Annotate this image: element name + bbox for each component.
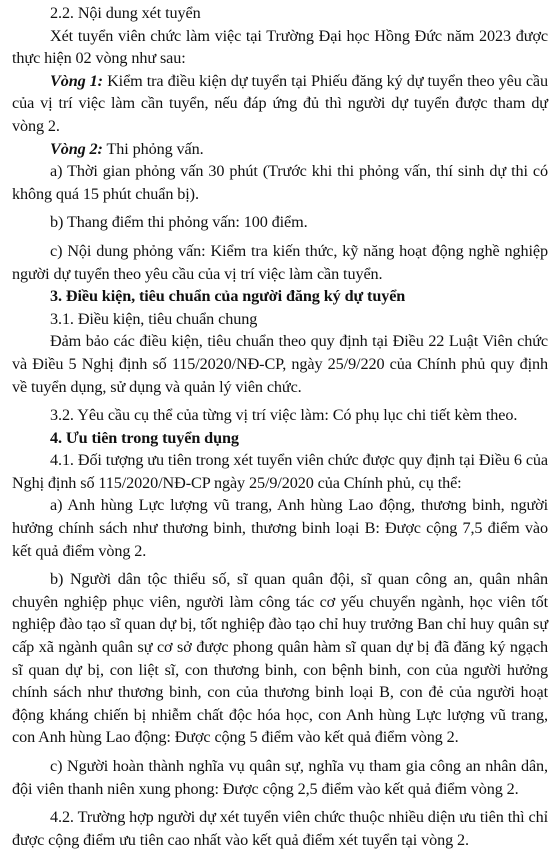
section-2-2-heading: 2.2. Nội dung xét tuyển bbox=[50, 4, 201, 22]
section-4-heading: 4. Ưu tiên trong tuyển dụng bbox=[50, 428, 239, 447]
item-b: b) Thang điểm thi phỏng vấn: 100 điểm. bbox=[50, 213, 308, 232]
section-3-1-text: Đảm bảo các điều kiện, tiêu chuẩn theo quy định tại Điều 22 Luật Viên chức và Điều 5 Nghị định số 115/2020/NĐ-CP, ngày 25/9/220 của Chính phủ quy định về tuyển dụng, sử dụng và quản lý viên chức. bbox=[12, 332, 548, 396]
intro-paragraph: Xét tuyển viên chức làm việc tại Trường Đại học Hồng Đức năm 2023 được thực hiện 02 vòng như sau: bbox=[12, 26, 548, 68]
section-3-2-text: 3.2. Yêu cầu cụ thể của từng vị trí việc làm: Có phụ lục chi tiết kèm theo. bbox=[50, 406, 518, 425]
section-4-2-text: 4.2. Trường hợp người dự xét tuyển viên chức thuộc nhiều diện ưu tiên thì chỉ được cộng điểm ưu tiên cao nhất vào kết quả điểm xét tuyển tại vòng 2. bbox=[12, 808, 548, 849]
section-3-heading: 3. Điều kiện, tiêu chuẩn của người đăng ký dự tuyển bbox=[50, 287, 406, 306]
round-2-text: Thi phỏng vấn. bbox=[102, 139, 204, 158]
round-2-label: Vòng 2: bbox=[50, 139, 103, 158]
round-1-label: Vòng 1: bbox=[50, 71, 103, 90]
section-3-1-heading: 3.1. Điều kiện, tiêu chuẩn chung bbox=[50, 309, 258, 328]
item-c: c) Nội dung phỏng vấn: Kiểm tra kiến thức, kỹ năng hoạt động nghề nghiệp người dự tuyển theo yêu cầu của vị trí việc làm cần tuyển. bbox=[12, 241, 548, 283]
round-2-paragraph bbox=[12, 138, 548, 161]
section-4-1-b: b) Người dân tộc thiểu số, sĩ quan quân đội, sĩ quan công an, quân nhân chuyên nghiệp phục viên, người làm công tác cơ yếu chuyển ngành, học viên tốt nghiệp đào tạo sĩ quan dự bị, tốt nghiệp đào tạo chỉ huy trưởng Ban chỉ huy quân sự cấp xã ngành quân sự cơ sở được phong quân hàm sĩ quan dự bị đã đăng ký ngạch sĩ quan dự bị, con liệt sĩ, con thương binh, con bệnh binh, con của người hưởng chính sách như thương binh, con của thương binh loại B, con đẻ của người hoạt động kháng chiến bị nhiễm chất độc hóa học, con Anh hùng Lực lượng vũ trang, con Anh hùng Lao động: Được cộng 5 điểm vào kết quả điểm vòng 2. bbox=[12, 570, 548, 747]
item-a: a) Thời gian phỏng vấn 30 phút (Trước khi thi phỏng vấn, thí sinh dự thi có không quá 15 phút chuẩn bị). bbox=[12, 162, 548, 203]
section-4-1-c: c) Người hoàn thành nghĩa vụ quân sự, nghĩa vụ tham gia công an nhân dân, đội viên thanh niên xung phong: Được cộng 2,5 điểm vào kết quả điểm vòng 2. bbox=[12, 757, 548, 798]
section-4-1-text: 4.1. Đối tượng ưu tiên trong xét tuyển viên chức được quy định tại Điều 6 của Nghị định số 115/2020/NĐ-CP ngày 25/9/2020 của Chính phủ, cụ thể: bbox=[12, 451, 548, 492]
section-4-1-a: a) Anh hùng Lực lượng vũ trang, Anh hùng Lao động, thương binh, người hưởng chính sách như thương binh, thương binh loại B: Được cộng 7,5 điểm vào kết quả điểm vòng 2. bbox=[12, 496, 548, 560]
round-1-text: Kiểm tra điều kiện dự tuyển tại Phiếu đăng ký dự tuyển theo yêu cầu của vị trí việc làm cần tuyển, nếu đáp ứng đủ thì người dự tuyển được tham dự vòng 2. bbox=[12, 71, 548, 135]
round-1-paragraph bbox=[12, 70, 548, 138]
